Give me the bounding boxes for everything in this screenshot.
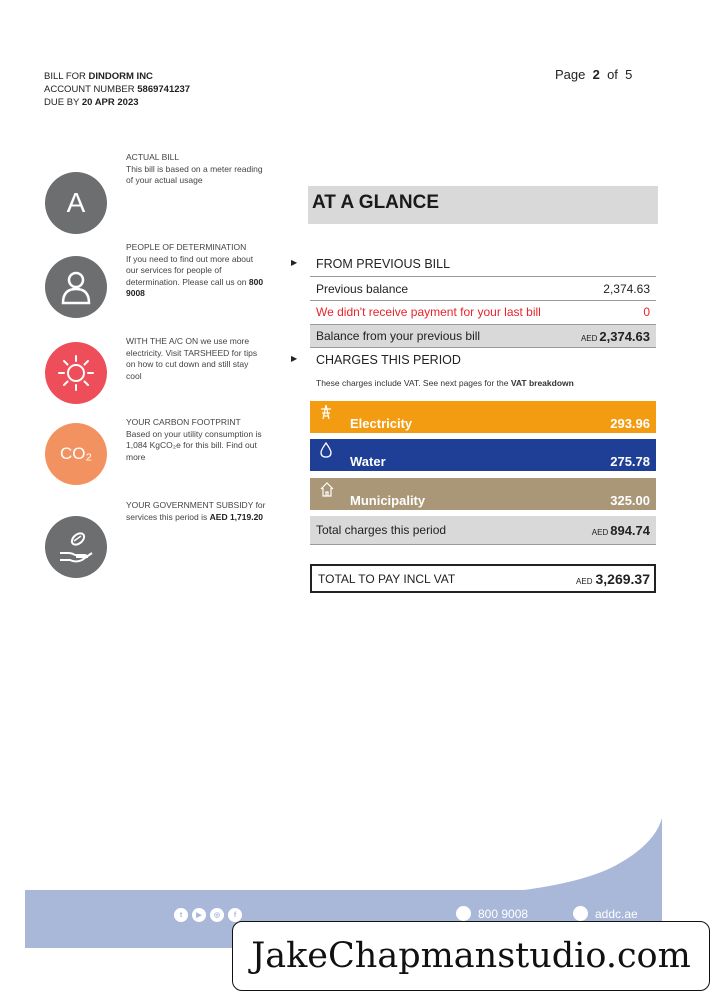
balance-previous-row: Balance from your previous bill AED 2,374.63 (310, 324, 656, 348)
info-people-of-determination: PEOPLE OF DETERMINATION If you need to find out more about our services for people of determination. Please call us on 800 9008 (45, 242, 305, 322)
subsidy-hand-icon (45, 516, 107, 578)
account-number-row: ACCOUNT NUMBER 5869741237 (44, 84, 191, 95)
watermark: JakeChapmanstudio.com (232, 921, 710, 991)
globe-icon (573, 906, 588, 921)
total-period-value: 894.74 (610, 522, 650, 538)
co2-icon: CO₂ (45, 423, 107, 485)
due-date: 20 APR 2023 (81, 97, 139, 108)
no-payment-row: We didn't receive payment for your last bill 0 (316, 305, 650, 319)
charge-water: Water 275.78 (310, 439, 656, 471)
vat-breakdown-link[interactable]: VAT breakdown (510, 378, 574, 388)
twitter-icon[interactable]: t (174, 908, 188, 922)
instagram-icon[interactable]: ◎ (210, 908, 224, 922)
due-date-row: DUE BY 20 APR 2023 (44, 97, 139, 108)
total-to-pay-box: TOTAL TO PAY INCL VAT AED 3,269.37 (310, 564, 656, 593)
total-period-row: Total charges this period AED 894.74 (310, 516, 656, 545)
from-previous-bill-heading: FROM PREVIOUS BILL (316, 257, 451, 271)
previous-balance-row: Previous balance 2,374.63 (316, 282, 650, 296)
phone-icon (456, 906, 471, 921)
subsidy-amount: AED 1,719.20 (209, 511, 264, 522)
bill-for-row: BILL FOR DINDORM INC (44, 71, 153, 82)
charges-this-period-heading: CHARGES THIS PERIOD (316, 353, 461, 367)
info-actual-bill: A ACTUAL BILL This bill is based on a meter reading of your actual usage (45, 152, 305, 232)
water-drop-icon (319, 442, 333, 458)
info-carbon-footprint: CO₂ YOUR CARBON FOOTPRINT Based on your utility consumption is 1,084 KgCO₂e for this bill. Find out more (45, 417, 305, 497)
sun-icon (45, 342, 107, 404)
facebook-icon[interactable]: f (228, 908, 242, 922)
youtube-icon[interactable]: ▶ (192, 908, 206, 922)
letter-a-icon: A (45, 172, 107, 234)
bullet-arrow-icon: ▶ (291, 258, 298, 267)
municipality-amount: 325.00 (610, 493, 650, 508)
charge-municipality: Municipality 325.00 (310, 478, 656, 510)
previous-balance-value: 2,374.63 (603, 282, 650, 296)
customer-name: DINDORM INC (88, 71, 153, 82)
total-to-pay-value: 3,269.37 (595, 570, 650, 587)
electricity-amount: 293.96 (610, 416, 650, 431)
municipality-house-icon (319, 481, 335, 497)
footer-phone[interactable]: 800 9008 (456, 906, 528, 921)
balance-previous-value: 2,374.63 (599, 328, 650, 344)
electricity-tower-icon (319, 404, 333, 420)
charge-electricity: Electricity 293.96 (310, 401, 656, 433)
info-ac-tip: WITH THE A/C ON we use more electricity. Visit TARSHEED for tips on how to cut down and still stay cool (45, 336, 305, 416)
no-payment-value: 0 (643, 305, 650, 319)
water-amount: 275.78 (610, 454, 650, 469)
person-icon (45, 256, 107, 318)
bill-header (44, 70, 190, 109)
info-government-subsidy: YOUR GOVERNMENT SUBSIDY for services this period is AED 1,719.20 (45, 500, 305, 580)
footer-curve (420, 818, 662, 898)
phone-number: 800 9008 (126, 276, 264, 298)
vat-note: These charges include VAT. See next pages for the VAT breakdown (316, 378, 574, 388)
footer-website[interactable]: addc.ae (573, 906, 638, 921)
account-number: 5869741237 (137, 84, 191, 95)
page-number: Page 2 of 5 (555, 67, 633, 82)
at-a-glance-heading: AT A GLANCE (308, 186, 658, 224)
bullet-arrow-icon: ▶ (291, 354, 298, 363)
